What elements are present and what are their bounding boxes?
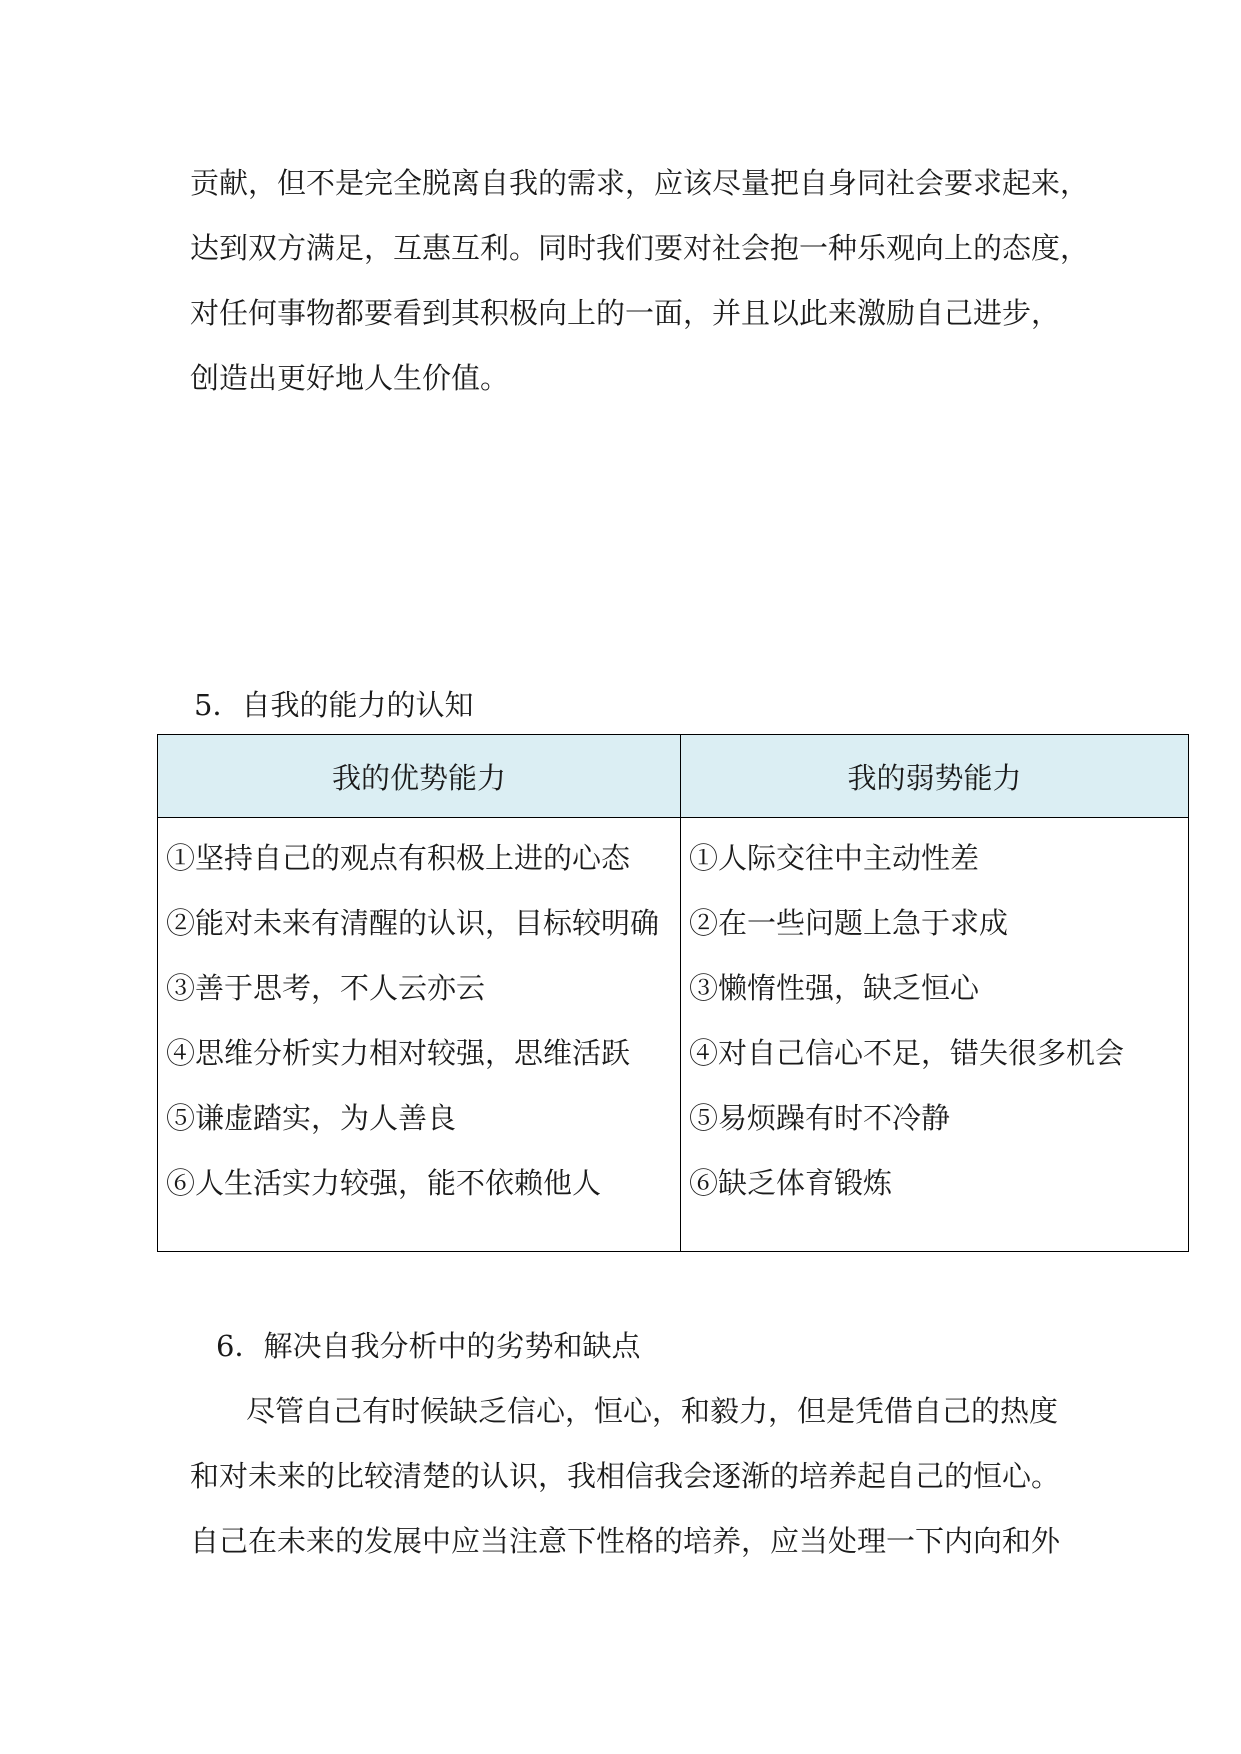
list-item: ⑤谦虚踏实，为人善良 — [166, 1101, 457, 1135]
list-item: ④思维分析实力相对较强，思维活跃 — [166, 1036, 631, 1070]
ability-table — [157, 734, 1189, 1252]
paragraph-line: 贡献，但不是完全脱离自我的需求，应该尽量把自身同社会要求起来， — [190, 166, 1090, 200]
list-item: ①人际交往中主动性差 — [689, 841, 980, 875]
list-item: ⑤易烦躁有时不冷静 — [689, 1101, 951, 1135]
section-5-heading: 5．自我的能力的认知 — [194, 688, 474, 722]
paragraph-line: 对任何事物都要看到其积极向上的一面，并且以此来激励自己进步， — [190, 296, 1061, 330]
table-row — [158, 818, 1189, 1252]
list-item: ②能对未来有清醒的认识，目标较明确 — [166, 906, 660, 940]
list-item: ③懒惰性强，缺乏恒心 — [689, 971, 980, 1005]
paragraph-line: 自己在未来的发展中应当注意下性格的培养，应当处理一下内向和外 — [190, 1524, 1061, 1558]
list-item: ④对自己信心不足，错失很多机会 — [689, 1036, 1125, 1070]
paragraph-line: 达到双方满足，互惠互利。同时我们要对社会抱一种乐观向上的态度， — [190, 231, 1090, 265]
paragraph-line: 和对未来的比较清楚的认识，我相信我会逐渐的培养起自己的恒心。 — [190, 1459, 1061, 1493]
weaknesses-header: 我的弱势能力 — [681, 735, 1189, 818]
weaknesses-cell — [681, 818, 1189, 1252]
section-6-heading: 6．解决自我分析中的劣势和缺点 — [216, 1329, 641, 1363]
paragraph-line: 创造出更好地人生价值。 — [190, 361, 510, 395]
strengths-list — [158, 818, 680, 1216]
list-item: ③善于思考，不人云亦云 — [166, 971, 486, 1005]
weaknesses-list — [681, 818, 1188, 1216]
paragraph-line: 尽管自己有时候缺乏信心，恒心，和毅力，但是凭借自己的热度 — [246, 1394, 1059, 1428]
list-item: ②在一些问题上急于求成 — [689, 906, 1009, 940]
list-item: ①坚持自己的观点有积极上进的心态 — [166, 841, 631, 875]
list-item: ⑥人生活实力较强，能不依赖他人 — [166, 1166, 602, 1200]
strengths-cell — [158, 818, 681, 1252]
table-header-row — [158, 735, 1189, 818]
strengths-header: 我的优势能力 — [158, 735, 681, 818]
list-item: ⑥缺乏体育锻炼 — [689, 1166, 893, 1200]
